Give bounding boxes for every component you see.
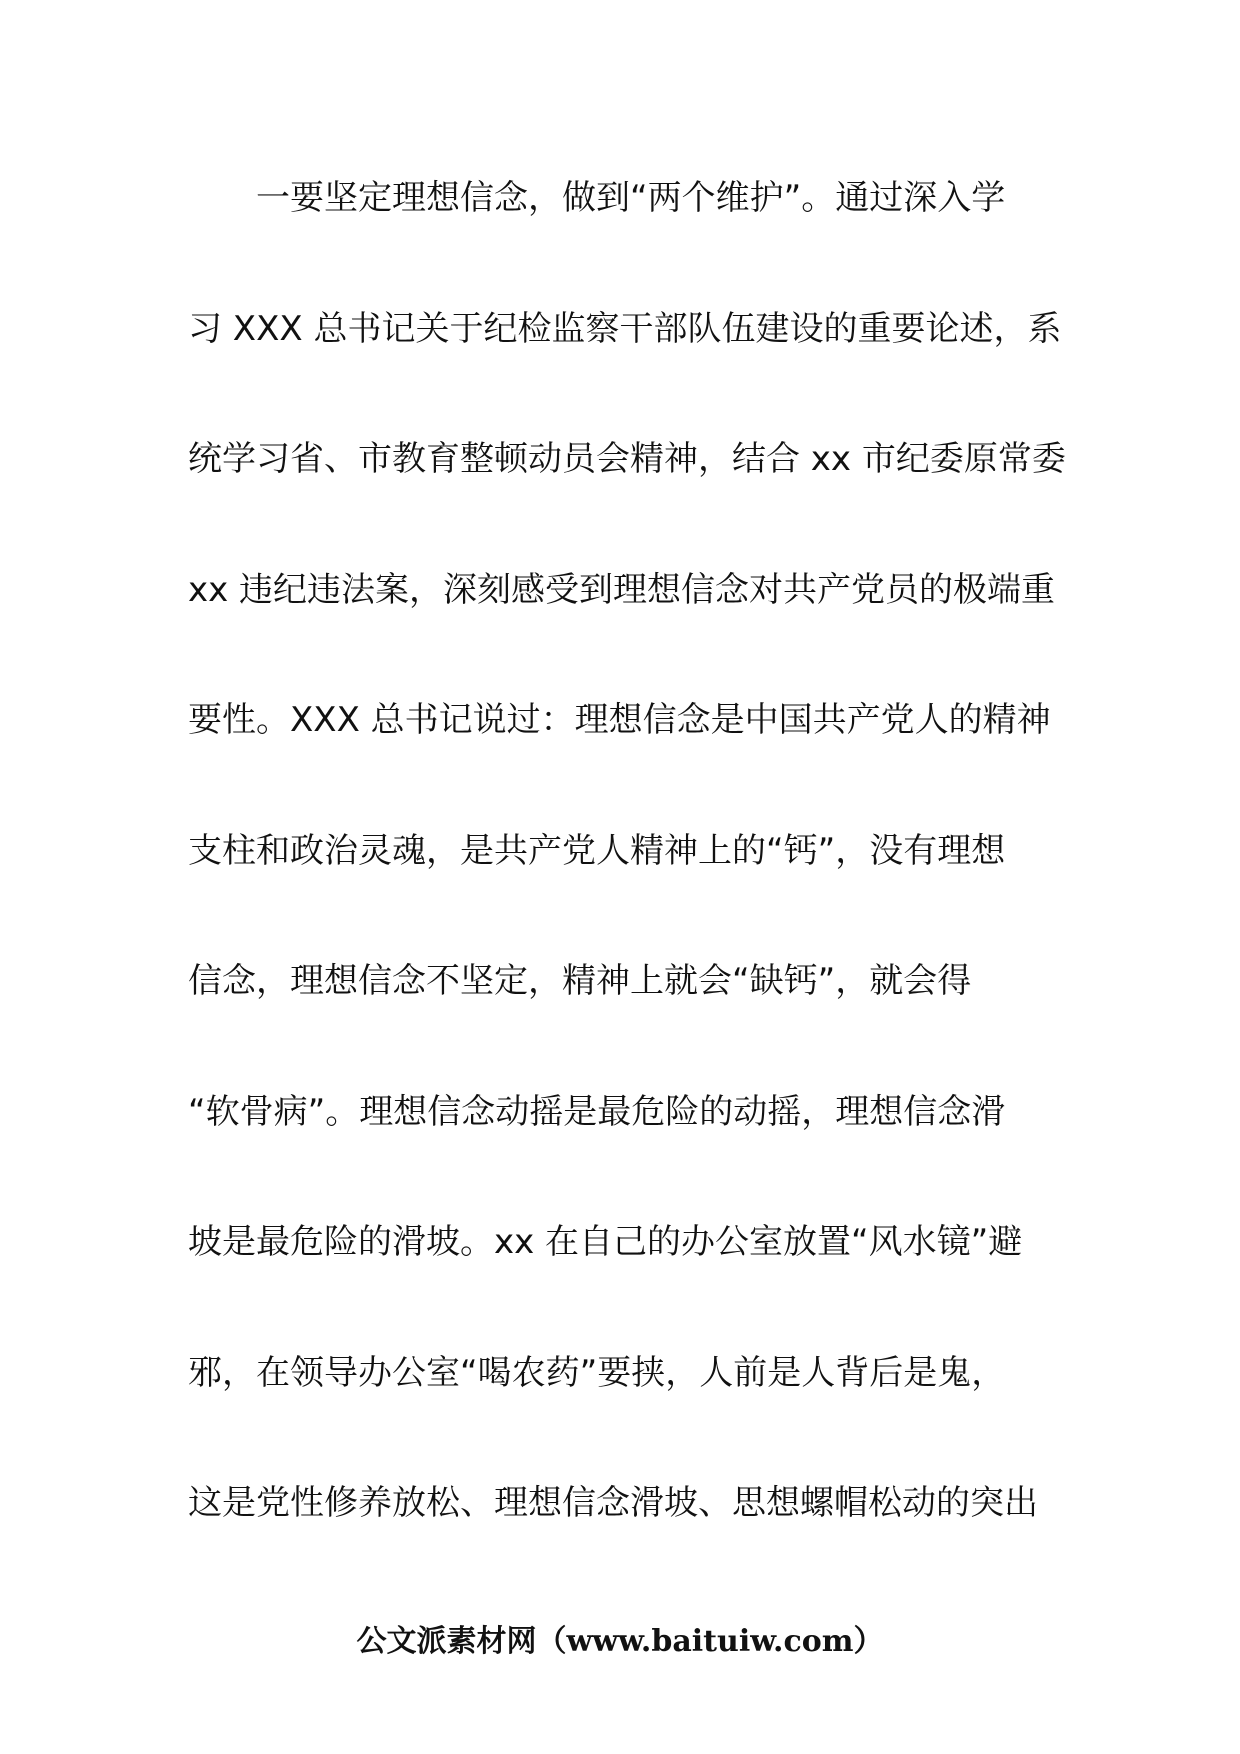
text-line: 这是党性修养放松、理想信念滑坡、思想螺帽松动的突出 xyxy=(188,1483,1038,1523)
body-paragraph xyxy=(188,165,1068,1601)
text-line: 支柱和政治灵魂，是共产党人精神上的“钙”，没有理想 xyxy=(188,830,1006,871)
text-line: 信念，理想信念不坚定，精神上就会“缺钙”，就会得 xyxy=(188,961,972,1001)
text-line: 邪，在领导办公室“喝农药”要挟，人前是人背后是鬼， xyxy=(188,1352,1006,1393)
text-line: 要性。XXX 总书记说过：理想信念是中国共产党人的精神 xyxy=(188,700,1051,740)
text-line: 习 XXX 总书记关于纪检监察干部队伍建设的重要论述，系 xyxy=(188,308,1062,349)
text-line: 统学习省、市教育整顿动员会精神，结合 xx 市纪委原常委 xyxy=(188,439,1066,479)
text-line: “软骨病”。理想信念动摇是最危险的动摇，理想信念滑 xyxy=(188,1091,1006,1132)
text-line: 坡是最危险的滑坡。xx 在自己的办公室放置“风水镜”避 xyxy=(188,1222,1023,1262)
text-line: 一要坚定理想信念，做到“两个维护”。通过深入学 xyxy=(256,178,1006,218)
page-footer: 公文派素材网（www.baituiw.com） xyxy=(356,1624,884,1659)
text-line: xx 违纪违法案，深刻感受到理想信念对共产党员的极端重 xyxy=(188,569,1056,610)
